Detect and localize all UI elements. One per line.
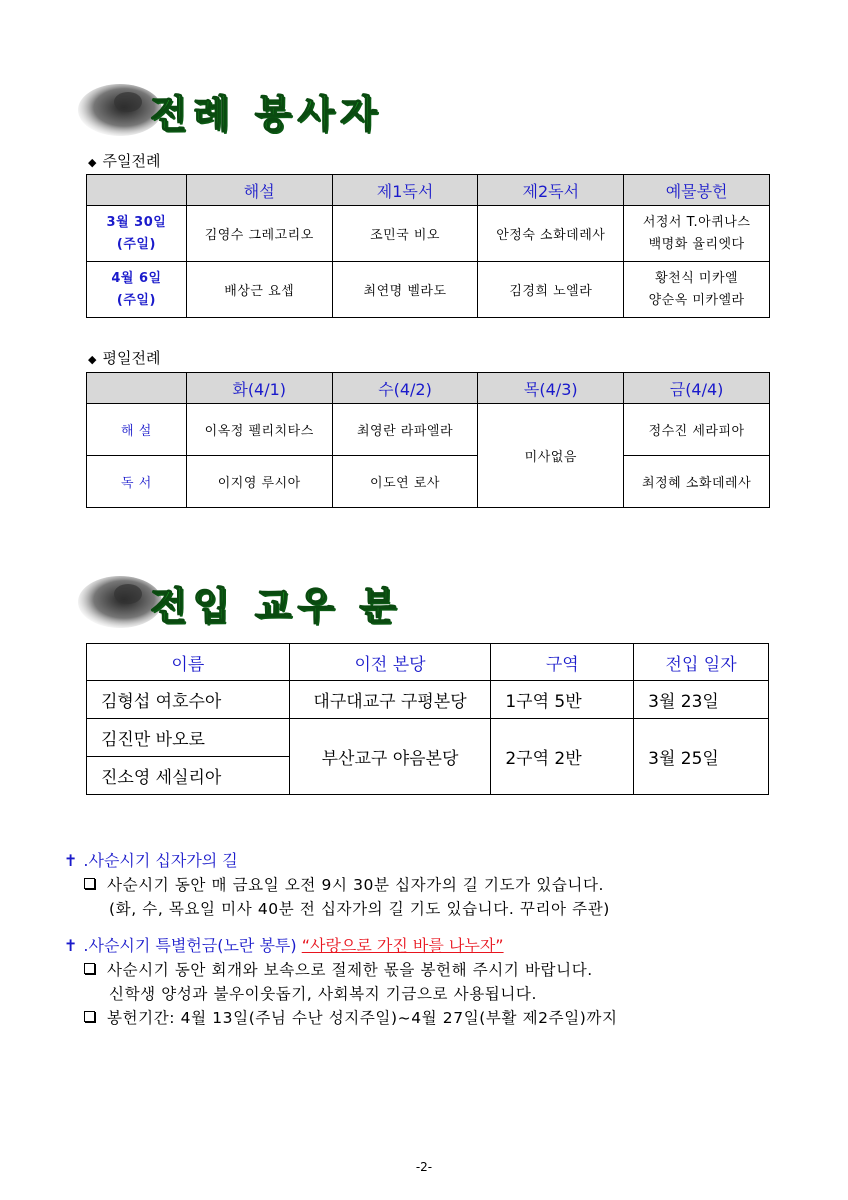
- notice-title-text: .사순시기 특별헌금(노란 봉투): [83, 936, 297, 955]
- notice-title-way-of-cross: [64, 848, 238, 871]
- cell: 최정혜 소화데레사: [624, 456, 770, 508]
- header-cell: 전입 일자: [634, 644, 769, 681]
- header-cell: 예물봉헌: [624, 175, 770, 206]
- cell: 황천식 미카엘 양순옥 미카엘라: [624, 262, 770, 318]
- cell: 최연명 벨라도: [332, 262, 478, 318]
- table-row: [87, 681, 769, 719]
- table-header-row: [87, 373, 770, 404]
- section-heading-servers: [70, 80, 383, 140]
- checkbox-bullet-icon: [84, 1011, 95, 1022]
- sunday-servers-table: [86, 174, 770, 318]
- table-row: [87, 456, 770, 508]
- notice-line: 사순시기 동안 매 금요일 오전 9시 30분 십자가의 길 기도가 있습니다.: [84, 873, 604, 895]
- sunday-label: [88, 150, 160, 171]
- table-row: [87, 262, 770, 318]
- date-cell: 3월 25일: [634, 719, 769, 795]
- cell: 조민국 비오: [332, 206, 478, 262]
- header-cell: 이름: [87, 644, 290, 681]
- cell: 이도연 로사: [332, 456, 478, 508]
- slogan: “사랑으로 가진 바를 나누자”: [301, 936, 504, 955]
- weekday-label-text: 평일전례: [102, 349, 161, 367]
- cell: 배상근 요셉: [186, 262, 332, 318]
- cell: 김경희 노엘라: [478, 262, 624, 318]
- section-title: 전입 교우 분: [150, 583, 402, 628]
- header-cell: 금(4/4): [624, 373, 770, 404]
- header-cell: [87, 175, 187, 206]
- header-cell: 제2독서: [478, 175, 624, 206]
- name-cell: 진소영 세실리아: [87, 757, 290, 795]
- section-heading-newcomers: [70, 572, 402, 632]
- date-cell: 3월 30일 (주일): [87, 206, 187, 262]
- table-row: [87, 404, 770, 456]
- page-number: -2-: [415, 1160, 433, 1174]
- cell: 정수진 세라피아: [624, 404, 770, 456]
- notice-line: 사순시기 동안 회개와 보속으로 절제한 몫을 봉헌해 주시기 바랍니다.: [84, 958, 593, 980]
- header-cell: 이전 본당: [289, 644, 491, 681]
- diamond-bullet-icon: ◆: [88, 353, 97, 366]
- sunday-label-text: 주일전례: [102, 152, 161, 170]
- notice-title-text: .사순시기 십자가의 길: [83, 851, 238, 870]
- table-header-row: [87, 644, 769, 681]
- cell: 이지영 루시아: [186, 456, 332, 508]
- no-mass-cell: 미사없음: [478, 404, 624, 508]
- date-cell: 3월 23일: [634, 681, 769, 719]
- row-label: 해 설: [87, 404, 187, 456]
- cell: 서정서 T.아퀴나스 백명화 율리엣다: [624, 206, 770, 262]
- header-cell: 제1독서: [332, 175, 478, 206]
- zone-cell: 2구역 2반: [491, 719, 634, 795]
- table-header-row: [87, 175, 770, 206]
- weekday-servers-table: [86, 372, 770, 508]
- checkbox-bullet-icon: [84, 963, 95, 974]
- newcomers-table: [86, 643, 769, 795]
- header-cell: 해설: [186, 175, 332, 206]
- header-cell: [87, 373, 187, 404]
- cell: 최영란 라파엘라: [332, 404, 478, 456]
- weekday-label: [88, 347, 160, 368]
- zone-cell: 1구역 5반: [491, 681, 634, 719]
- header-cell: 목(4/3): [478, 373, 624, 404]
- parish-cell: 부산교구 야음본당: [289, 719, 491, 795]
- name-cell: 김형섭 여호수아: [87, 681, 290, 719]
- date-cell: 4월 6일 (주일): [87, 262, 187, 318]
- header-cell: 화(4/1): [186, 373, 332, 404]
- cross-icon: ✝: [64, 936, 78, 955]
- notice-title-special-offering: [64, 933, 504, 956]
- cell: 안정숙 소화데레사: [478, 206, 624, 262]
- checkbox-bullet-icon: [84, 878, 95, 889]
- cross-icon: ✝: [64, 851, 78, 870]
- table-row: [87, 719, 769, 757]
- notice-line: 봉헌기간: 4월 13일(주님 수난 성지주일)~4월 27일(부활 제2주일)까지: [84, 1006, 618, 1028]
- section-title: 전례 봉사자: [150, 91, 383, 136]
- diamond-bullet-icon: ◆: [88, 156, 97, 169]
- header-cell: 수(4/2): [332, 373, 478, 404]
- header-cell: 구역: [491, 644, 634, 681]
- notice-line: 신학생 양성과 불우이웃돕기, 사회복지 기금으로 사용됩니다.: [109, 985, 538, 1003]
- cell: 김영수 그레고리오: [186, 206, 332, 262]
- parish-cell: 대구대교구 구평본당: [289, 681, 491, 719]
- notice-line: (화, 수, 목요일 미사 40분 전 십자가의 길 기도 있습니다. 꾸리아 주관): [109, 900, 610, 918]
- table-row: [87, 206, 770, 262]
- cell: 이옥정 펠리치타스: [186, 404, 332, 456]
- name-cell: 김진만 바오로: [87, 719, 290, 757]
- row-label: 독 서: [87, 456, 187, 508]
